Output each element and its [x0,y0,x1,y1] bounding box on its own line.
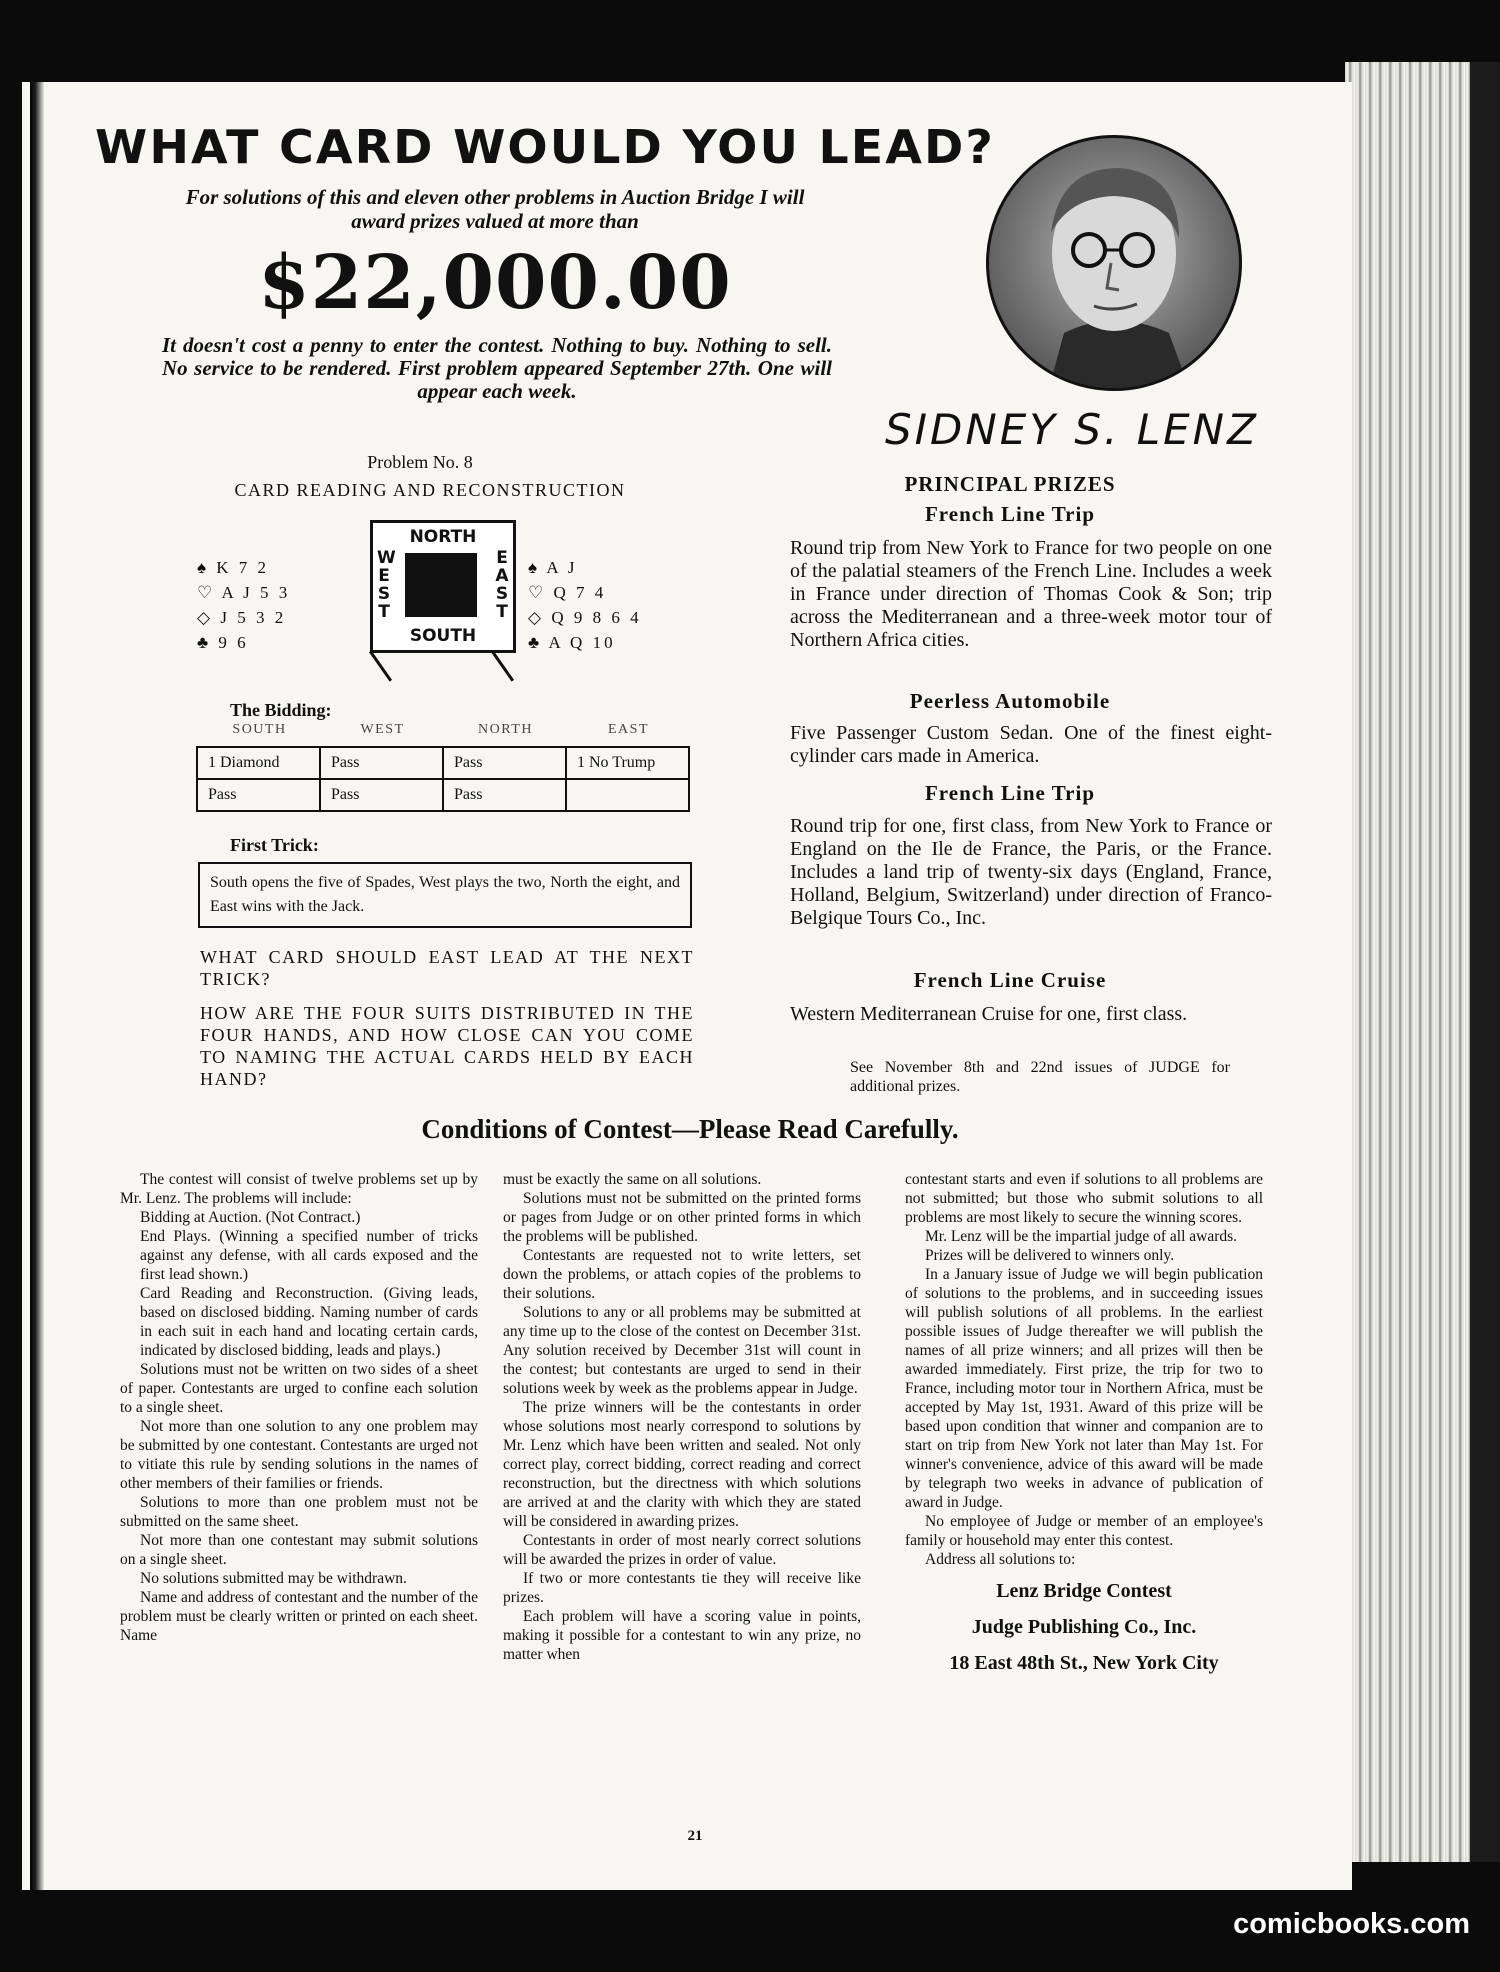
bid-cell: Pass [443,747,566,779]
bid-cell: 1 No Trump [566,747,689,779]
principal-prizes-heading: PRINCIPAL PRIZES [904,472,1116,496]
west-hand [197,555,290,655]
condition-paragraph: Not more than one contestant may submit solutions on a single sheet. [120,1532,478,1568]
condition-paragraph: Solutions must not be written on two sides of a sheet of paper. Contestants are urged to confine each solution to a single sheet. [120,1361,478,1416]
condition-paragraph: Address all solutions to: [925,1551,1076,1568]
condition-paragraph: In a January issue of Judge we will begin publication of solutions to the problems, and in succeeding issues will publish solutions of all problems. In the earliest possible issues of Judge thereafter we will publish the names of all prize winners; and all prizes will then be awarded immediately. First prize, the trip for two to France, including motor tour in Northern Africa, must be accepted by May 1st, 1931. Award of this prize will be based upon condition that winner and companion are to start on trip from New York not later than May 1st. For winner's convenience, advice of this award will be made by telegraph two weeks in advance of publication of award in Judge. [905,1266,1263,1511]
contest-address [905,1573,1263,1681]
compass-letter: W [377,548,396,568]
prize-1-text: Round trip from New York to France for two people on one of the palatial steamers of the French Line. Includes a week in France under direction of Thomas Cook & Son; trip across the Mediterranean and a three-week motor tour of Northern Africa cities. [790,537,1272,651]
bidding-row [197,779,689,811]
compass-south: SOUTH [409,626,477,646]
condition-paragraph: Solutions must not be submitted on the printed forms or pages from Judge or on other printed forms in which the problems will be published. [503,1190,861,1245]
east-diamonds: ◇ Q 9 8 6 4 [528,608,642,627]
watermark: comicbooks.com [1233,1908,1470,1940]
bidding-header-south: SOUTH [232,722,287,737]
address-line: 18 East 48th St., New York City [949,1652,1219,1674]
west-diamonds: ◇ J 5 3 2 [197,608,287,627]
prize-4-text: Western Mediterranean Cruise for one, first class. [790,1003,1188,1025]
condition-paragraph: Solutions to any or all problems may be submitted at any time up to the close of the contest on December 31st. Any solution received by December 31st will count in the contest; but contestants are urged to send in their solutions week by week as the problems appear in Judge. [503,1304,861,1397]
compass-west [377,548,396,622]
bidding-headers [198,722,690,738]
address-line: Judge Publishing Co., Inc. [971,1616,1197,1638]
page-stack-edge [1345,62,1480,1862]
compass-letter: E [496,548,508,568]
problem-number: Problem No. 8 [367,452,473,472]
condition-paragraph: The prize winners will be the contestants in order whose solutions most nearly correspond to solutions by Mr. Lenz which have been written and sealed. Not only correct play, correct bidding, correct reading and correct reconstruction, but the directness with which solutions are arrived at and the clarity with which they are stated will be considered in awarding prizes. [503,1399,861,1530]
bid-cell [566,779,689,811]
condition-paragraph: Name and address of contestant and the number of the problem must be clearly written or printed on each sheet. Name [120,1589,478,1644]
binding-spine [30,82,44,1890]
compass-letter: S [377,584,391,604]
question-distribution: HOW ARE THE FOUR SUITS DISTRIBUTED IN THE FOUR HANDS, AND HOW CLOSE CAN YOU COME TO NAMING THE ACTUAL CARDS HELD BY EACH HAND? [200,1003,694,1089]
conditions-column-3 [905,1170,1263,1681]
address-line: Lenz Bridge Contest [996,1580,1172,1602]
west-hearts: ♡ A J 5 3 [197,583,291,602]
bidding-header-east: EAST [608,722,649,737]
compass-north: NORTH [409,527,477,547]
prize-2-text: Five Passenger Custom Sedan. One of the finest eight-cylinder cars made in America. [790,722,1272,767]
first-trick-box: South opens the five of Spades, West plays the two, North the eight, and East wins with the Jack. [198,862,692,928]
bidding-header-north: NORTH [478,722,533,737]
portrait-photo [986,135,1242,391]
stack-shadow [1470,62,1500,1862]
east-hearts: ♡ Q 7 4 [528,583,607,602]
east-clubs: ♣ A Q 10 [528,633,616,652]
compass-letter: S [495,584,509,604]
bidding-row [197,747,689,779]
condition-paragraph: No employee of Judge or member of an employee's family or household may enter this contest. [905,1513,1263,1549]
condition-paragraph: contestant starts and even if solutions to all problems are not submitted; but those who submit solutions to all problems are most likely to secure the winning scores. [905,1171,1263,1226]
compass-letter: T [496,602,508,622]
intro-prizes: For solutions of this and eleven other problems in Auction Bridge I will award prizes valued at more than [185,185,805,233]
condition-paragraph: Contestants are requested not to write letters, set down the problems, or attach copies of the problems to their solutions. [503,1247,861,1302]
condition-paragraph: Bidding at Auction. (Not Contract.) [140,1209,361,1226]
condition-paragraph: Prizes will be delivered to winners only. [925,1247,1175,1264]
prize-amount: $22,000.00 [258,240,732,326]
condition-paragraph: The contest will consist of twelve problems set up by Mr. Lenz. The problems will include: [120,1171,478,1207]
bid-cell: Pass [443,779,566,811]
prize-3-text: Round trip for one, first class, from New York to France or England on the Ile de France, the Paris, or the France. Includes a land trip of twenty-six days (England, France, Holland, Belgium, Switzerland) under direction of Franco-Belgique Tours Co., Inc. [790,815,1272,929]
bid-cell: Pass [320,779,443,811]
east-spades: ♠ A J [528,558,578,577]
bid-cell: Pass [320,747,443,779]
condition-paragraph: If two or more contestants tie they will receive like prizes. [503,1570,861,1606]
condition-paragraph: No solutions submitted may be withdrawn. [140,1570,407,1587]
bridge-table-diagram [370,520,516,653]
signature: SIDNEY S. LENZ [885,405,1259,454]
table-square [405,553,477,617]
page-number: 21 [687,1828,703,1844]
prize-4-name: French Line Cruise [913,968,1107,992]
condition-paragraph: End Plays. (Winning a specified number of tricks against any defense, with all cards exposed and the first lead shown.) [140,1228,478,1283]
bidding-header-west: WEST [360,722,405,737]
east-hand [528,555,642,655]
intro-terms: It doesn't cost a penny to enter the contest. Nothing to buy. Nothing to sell. No service to be rendered. First problem appeared September 27th. One will appear each week. [162,333,832,403]
question-next-lead: WHAT CARD SHOULD EAST LEAD AT THE NEXT TRICK? [200,947,694,989]
prize-1-name: French Line Trip [924,502,1095,526]
bid-cell: Pass [197,779,320,811]
compass-letter: A [495,566,509,586]
condition-paragraph: Each problem will have a scoring value in points, making it possible for a contestant to win any prize, no matter when [503,1608,861,1663]
condition-paragraph: Not more than one solution to any one problem may be submitted by one contestant. Contestants are urged not to vitiate this rule by sending solutions in the names of other members of their families or friends. [120,1418,478,1492]
prize-3-name: French Line Trip [924,781,1095,805]
bid-cell: 1 Diamond [197,747,320,779]
compass-letter: E [378,566,390,586]
condition-paragraph: Card Reading and Reconstruction. (Giving leads, based on disclosed bidding. Naming number of cards in each suit in each hand and locating certain cards, indicated by disclosed bidding, leads and plays.) [140,1285,478,1359]
condition-paragraph: must be exactly the same on all solutions. [503,1171,762,1188]
headline: WHAT CARD WOULD YOU LEAD? [95,120,995,174]
bidding-title: The Bidding: [230,700,332,720]
prize-2-name: Peerless Automobile [909,689,1111,713]
conditions-column-1 [120,1170,478,1645]
west-spades: ♠ K 7 2 [197,558,270,577]
problem-type: CARD READING AND RECONSTRUCTION [234,480,626,500]
west-clubs: ♣ 9 6 [197,633,249,652]
first-trick-title: First Trick: [230,835,319,855]
compass-east [495,549,509,621]
conditions-column-2 [503,1170,861,1664]
condition-paragraph: Contestants in order of most nearly correct solutions will be awarded the prizes in order of value. [503,1532,861,1568]
condition-paragraph: Mr. Lenz will be the impartial judge of all awards. [925,1228,1238,1245]
conditions-title: Conditions of Contest—Please Read Carefully. [421,1114,959,1144]
condition-paragraph: Solutions to more than one problem must not be submitted on the same sheet. [120,1494,478,1530]
additional-prizes-note: See November 8th and 22nd issues of JUDGE for additional prizes. [850,1059,1230,1095]
bidding-table [196,746,690,812]
portrait-drawing [989,138,1239,388]
compass-letter: T [378,602,390,622]
